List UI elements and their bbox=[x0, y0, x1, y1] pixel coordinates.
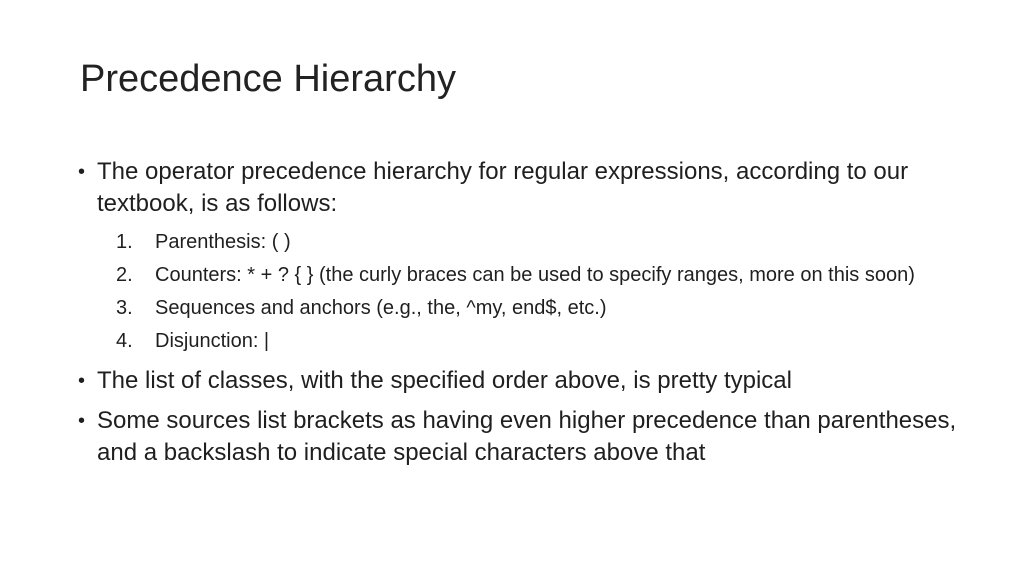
list-item bbox=[78, 261, 978, 289]
bullet-item bbox=[78, 365, 978, 397]
bullet-marker: • bbox=[78, 370, 86, 392]
list-item bbox=[78, 228, 978, 256]
bullet-text: The list of classes, with the specified order above, is pretty typical bbox=[97, 367, 792, 394]
bullet-text: Some sources list brackets as having even higher precedence than parentheses, and a backslash to indicate special characters above that bbox=[97, 407, 957, 466]
bullet-item bbox=[78, 156, 978, 220]
list-number: 1. bbox=[116, 231, 133, 253]
list-item bbox=[78, 327, 978, 355]
slide-content bbox=[78, 156, 978, 477]
list-text: Sequences and anchors (e.g., the, ^my, end$, etc.) bbox=[155, 297, 607, 319]
list-item bbox=[78, 294, 978, 322]
precedence-list bbox=[78, 228, 978, 355]
list-number: 4. bbox=[116, 330, 133, 352]
bullet-item bbox=[78, 405, 978, 469]
list-text: Counters: * + ? { } (the curly braces can be used to specify ranges, more on this soon) bbox=[155, 264, 915, 286]
list-number: 3. bbox=[116, 297, 133, 319]
bullet-marker: • bbox=[78, 161, 86, 183]
list-number: 2. bbox=[116, 264, 133, 286]
bullet-text: The operator precedence hierarchy for regular expressions, according to our textbook, is as follows: bbox=[97, 158, 909, 217]
slide-title: Precedence Hierarchy bbox=[80, 58, 456, 100]
list-text: Parenthesis: ( ) bbox=[155, 231, 291, 253]
list-text: Disjunction: | bbox=[155, 330, 270, 352]
bullet-marker: • bbox=[78, 410, 86, 432]
